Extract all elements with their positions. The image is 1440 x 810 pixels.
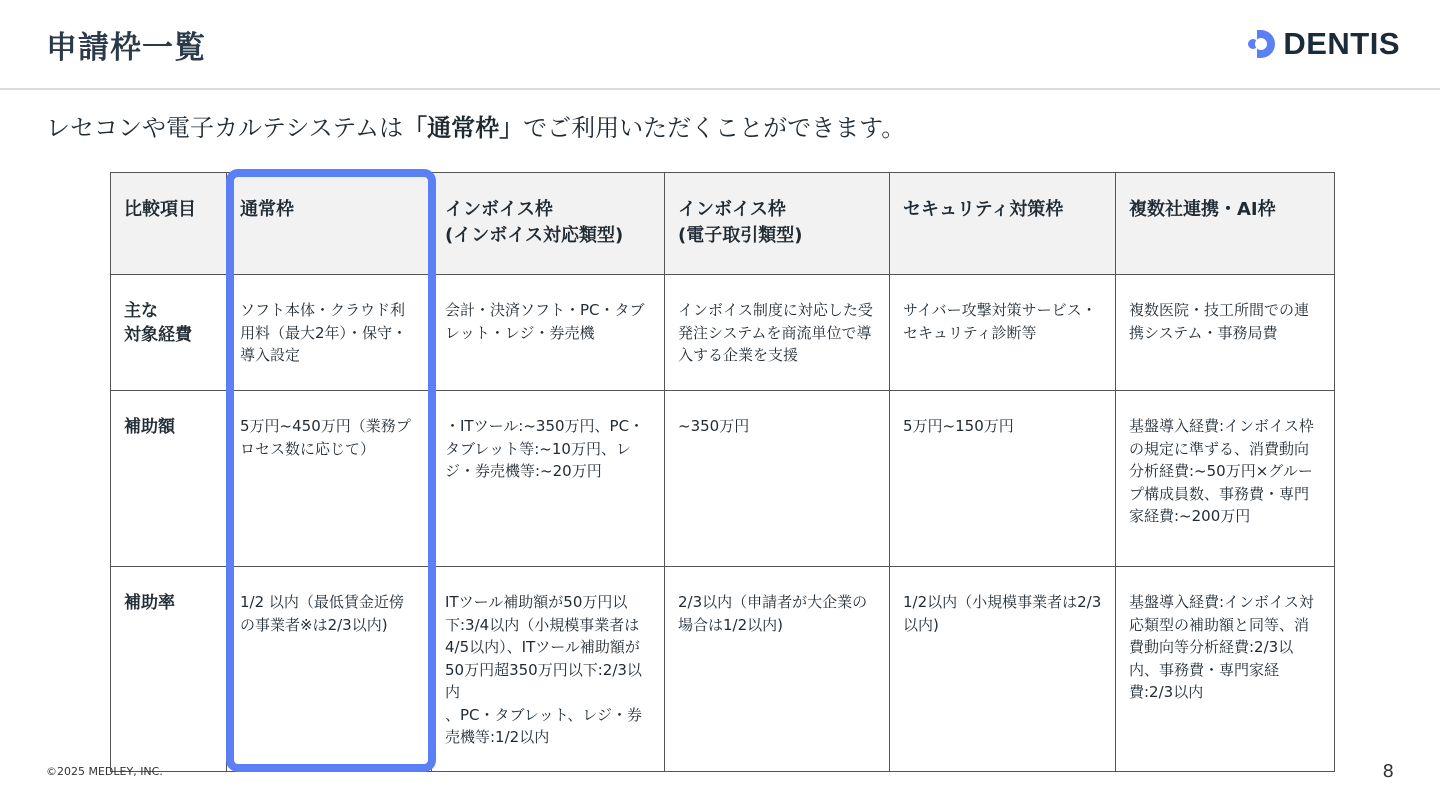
table-cell: 1/2 以内（最低賃金近傍の事業者※は2/3以内) bbox=[227, 567, 432, 772]
row-label: 補助率 bbox=[111, 567, 227, 772]
table-header-row bbox=[111, 173, 1335, 275]
table-row bbox=[111, 391, 1335, 567]
lead-prefix: レセコンや電子カルテシステムは bbox=[46, 114, 404, 142]
header-invoice-frame-support: インボイス枠 (インボイス対応類型) bbox=[432, 173, 665, 275]
table-cell: ~350万円 bbox=[665, 391, 890, 567]
header-compare-item: 比較項目 bbox=[111, 173, 227, 275]
table-row bbox=[111, 275, 1335, 391]
comparison-table bbox=[110, 172, 1335, 772]
header-standard-frame: 通常枠 bbox=[227, 173, 432, 275]
page-title: 申請枠一覧 bbox=[46, 30, 206, 66]
table-cell: インボイス制度に対応した受発注システムを商流単位で導入する企業を支援 bbox=[665, 275, 890, 391]
lead-text bbox=[46, 108, 905, 143]
lead-suffix: でご利用いただくことができます。 bbox=[523, 114, 906, 142]
header-security-frame: セキュリティ対策枠 bbox=[890, 173, 1116, 275]
table-cell: ITツール補助額が50万円以下:3/4以内（小規模事業者は4/5以内）、ITツール補助額が50万円超350万円以下:2/3以内 、PC・タブレット、レジ・券売機等:1/2以内 bbox=[432, 567, 665, 772]
table-cell: サイバー攻撃対策サービス・セキュリティ診断等 bbox=[890, 275, 1116, 391]
table-cell: 5万円~150万円 bbox=[890, 391, 1116, 567]
dentis-logo-icon bbox=[1247, 28, 1277, 60]
table-cell: ・ITツール:~350万円、PC・タブレット等:~10万円、レジ・券売機等:~20万円 bbox=[432, 391, 665, 567]
table-cell: 会計・決済ソフト・PC・タブレット・レジ・券売機 bbox=[432, 275, 665, 391]
page-number: 8 bbox=[1382, 761, 1394, 782]
table-cell: 基盤導入経費:インボイス対応類型の補助額と同等、消費動向等分析経費:2/3以内、事務費・専門家経費:2/3以内 bbox=[1116, 567, 1335, 772]
table-cell: 1/2以内（小規模事業者は2/3以内) bbox=[890, 567, 1116, 772]
table-row bbox=[111, 567, 1335, 772]
table-cell: 複数医院・技工所間での連携システム・事務局費 bbox=[1116, 275, 1335, 391]
lead-emphasis: 「通常枠」 bbox=[403, 114, 524, 142]
row-label: 主な 対象経費 bbox=[111, 275, 227, 391]
table-cell: 2/3以内（申請者が大企業の場合は1/2以内) bbox=[665, 567, 890, 772]
page-header bbox=[0, 0, 1440, 90]
logo-text: DENTIS bbox=[1283, 26, 1400, 61]
table-cell: 5万円~450万円（業務プロセス数に応じて） bbox=[227, 391, 432, 567]
header-multi-company-ai-frame: 複数社連携・AI枠 bbox=[1116, 173, 1335, 275]
header-invoice-frame-etransaction: インボイス枠 (電子取引類型) bbox=[665, 173, 890, 275]
table-cell: ソフト本体・クラウド利用料（最大2年）・保守・導入設定 bbox=[227, 275, 432, 391]
dentis-logo bbox=[1247, 24, 1400, 64]
row-label: 補助額 bbox=[111, 391, 227, 567]
table-cell: 基盤導入経費:インボイス枠の規定に準ずる、消費動向分析経費:~50万円×グループ構成員数、事務費・専門家経費:~200万円 bbox=[1116, 391, 1335, 567]
copyright: ©2025 MEDLEY, INC. bbox=[46, 765, 163, 778]
